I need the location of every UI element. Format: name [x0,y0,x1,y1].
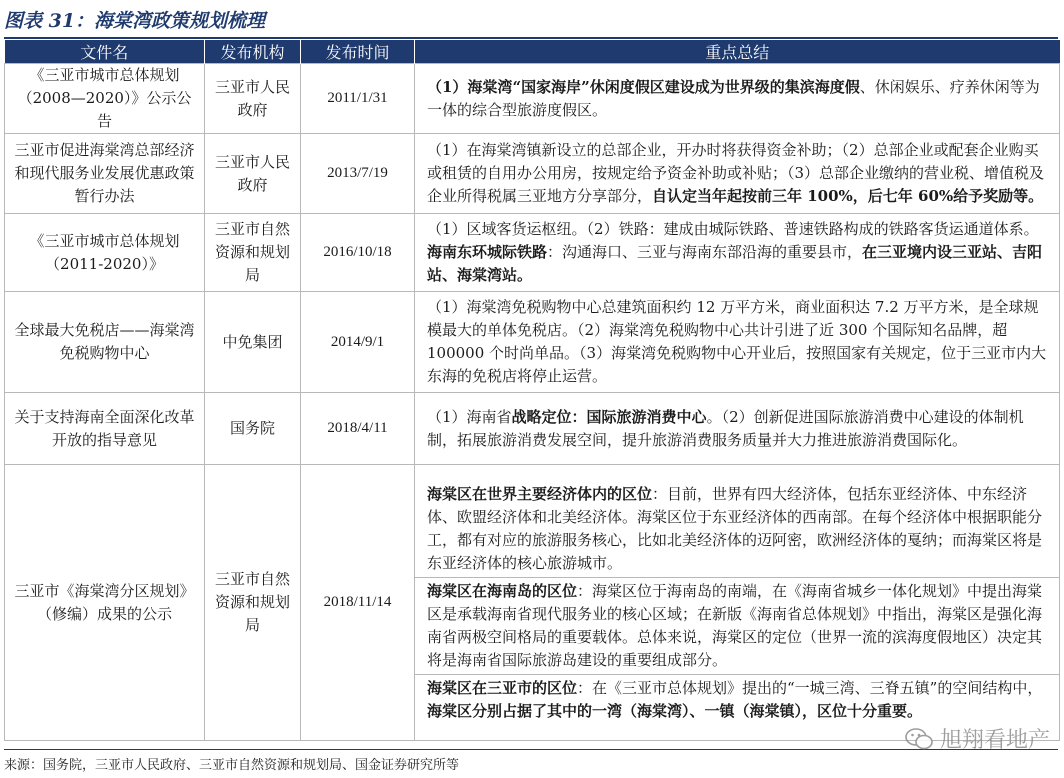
cell-date: 2013/7/19 [301,134,415,214]
summary-text: ：目前，世界有四大经济体，包括东亚经济体、中东经济体、欧盟经济体和北美经济体。海棠区位于东亚经济体的西南部。在每个经济体中根据职能分工，都有对应的旅游服务核心，比如北美经济体的迈阿密，欧洲经济体的戛纳；而海棠区将是东亚经济体的核心旅游城市。 [427,484,1043,572]
cell-org: 三亚市人民政府 [205,134,301,214]
summary-paragraph [427,137,1047,210]
bottom-divider [4,749,1058,750]
cell-summary [415,465,1060,741]
cell-summary [415,214,1060,292]
summary-bold-text: 战略定位：国际旅游消费中心 [511,407,707,426]
summary-paragraph [427,404,1047,454]
summary-text: （1）在海棠湾镇新设立的总部企业，开办时将获得资金补助；（2）总部企业或配套企业购买或租赁的自用办公用房，按规定给予资金补助或补贴；（3）总部企业缴纳的营业税、增值税及企业所得税属三亚地方分享部分， [427,141,1045,205]
summary-bold-text: 海棠区分别占据了其中的一湾（海棠湾）、一镇（海棠镇），区位十分重要。 [427,701,923,720]
summary-paragraph [415,674,1059,725]
header-summary: 重点总结 [415,40,1060,64]
table-row [5,465,1060,741]
title-row [4,6,1060,36]
watermark-text: 旭翔看地产 [939,728,1050,753]
summary-text: ：沟通海口、三亚与海南东部沿海的重要县市， [547,243,863,261]
cell-org: 三亚市自然资源和规划局 [205,465,301,741]
table-row [5,393,1060,465]
cell-doc-name: 《三亚市城市总体规划（2008—2020）》公示公告 [5,64,205,134]
cell-org: 国务院 [205,393,301,465]
table-body [5,64,1060,741]
summary-text: 。（2）创新促进国际旅游消费中心建设的体制机制，拓展旅游消费发展空间，提升旅游消费服务质量并大力推进旅游消费国际化。 [427,407,1024,449]
cell-summary [415,393,1060,465]
cell-date: 2016/10/18 [301,214,415,292]
cell-date: 2014/9/1 [301,292,415,393]
cell-date: 2018/4/11 [301,393,415,465]
cell-date: 2018/11/14 [301,465,415,741]
cell-doc-name: 三亚市《海棠湾分区规划》（修编）成果的公示 [5,465,205,741]
summary-text: （1）海南省 [427,407,512,426]
cell-doc-name: 《三亚市城市总体规划（2011-2020）》 [5,214,205,292]
summary-bold-text: （1）海棠湾“国家海岸”休闲度假区建设成为世界级的集滨海度假 [427,77,860,96]
cell-org: 三亚市人民政府 [205,64,301,134]
page-title: 图表 31：海棠湾政策规划梳理 [4,10,266,32]
cell-doc-name: 全球最大免税店——海棠湾免税购物中心 [5,292,205,393]
summary-text: ：在《三亚市总体规划》提出的“一城三湾、三脊五镇”的空间结构中， [577,678,1043,697]
cell-date: 2011/1/31 [301,64,415,134]
header-org: 发布机构 [205,40,301,64]
wechat-icon [904,726,934,752]
summary-text: （1）海棠湾免税购物中心总建筑面积约 12 万平方米，商业面积达 7.2 万平方米，是全球规模最大的单体免税店。（2）海棠湾免税购物中心共计引进了近 300 个国际知名品牌，超 100000 个时尚单品。（3）海棠湾免税购物中心开业后，按照国家有关规定，位于三亚市内大东海的免税店将停止运营。 [427,298,1047,385]
summary-bold-text: 海棠区在世界主要经济体内的区位 [427,484,653,503]
summary-bold-text: 海南东环城际铁路 [427,243,548,261]
summary-text: （1）区域客货运枢纽。（2）铁路：建成由城际铁路、普速铁路构成的铁路客货运通道体系。 [427,220,1039,238]
title-divider [4,37,1058,39]
source-note: 来源：国务院，三亚市人民政府、三亚市自然资源和规划局、国金证券研究所等 [4,758,460,773]
policy-table [4,40,1060,741]
summary-bold-text: 自认定当年起按前三年 100%，后七年 60%给予奖励等。 [652,187,1044,205]
summary-paragraph [427,216,1047,289]
header-name: 文件名 [5,40,205,64]
cell-doc-name: 三亚市促进海棠湾总部经济和现代服务业发展优惠政策暂行办法 [5,134,205,214]
header-date: 发布时间 [301,40,415,64]
table-row [5,214,1060,292]
cell-doc-name: 关于支持海南全面深化改革开放的指导意见 [5,393,205,465]
table-row [5,134,1060,214]
watermark [904,723,1050,754]
summary-paragraph [427,74,1047,124]
summary-paragraph [427,481,1047,577]
table-row [5,64,1060,134]
summary-text: 、休闲娱乐、疗养休闲等为一体的综合型旅游度假区。 [427,77,1040,119]
summary-bold-text: 海棠区在海南岛的区位 [427,581,578,600]
summary-bold-text: 在三亚境内设三亚站、吉阳站、海棠湾站。 [427,243,1043,284]
table-header-row [5,40,1060,64]
cell-org: 中免集团 [205,292,301,393]
cell-summary [415,64,1060,134]
summary-paragraph [415,577,1059,674]
cell-summary [415,134,1060,214]
cell-org: 三亚市自然资源和规划局 [205,214,301,292]
summary-text: ：海棠区位于海南岛的南端，在《海南省城乡一体化规划》中提出海棠区是承载海南省现代服务业的核心区域；在新版《海南省总体规划》中指出，海棠区是强化海南省两极空间格局的重要载体。总体来说，海棠区的定位（世界一流的滨海度假地区）决定其将是海南省国际旅游岛建设的重要组成部分。 [427,581,1043,669]
table-row [5,292,1060,393]
cell-summary [415,292,1060,393]
summary-bold-text: 海棠区在三亚市的区位 [427,678,578,697]
summary-paragraph [427,294,1047,390]
